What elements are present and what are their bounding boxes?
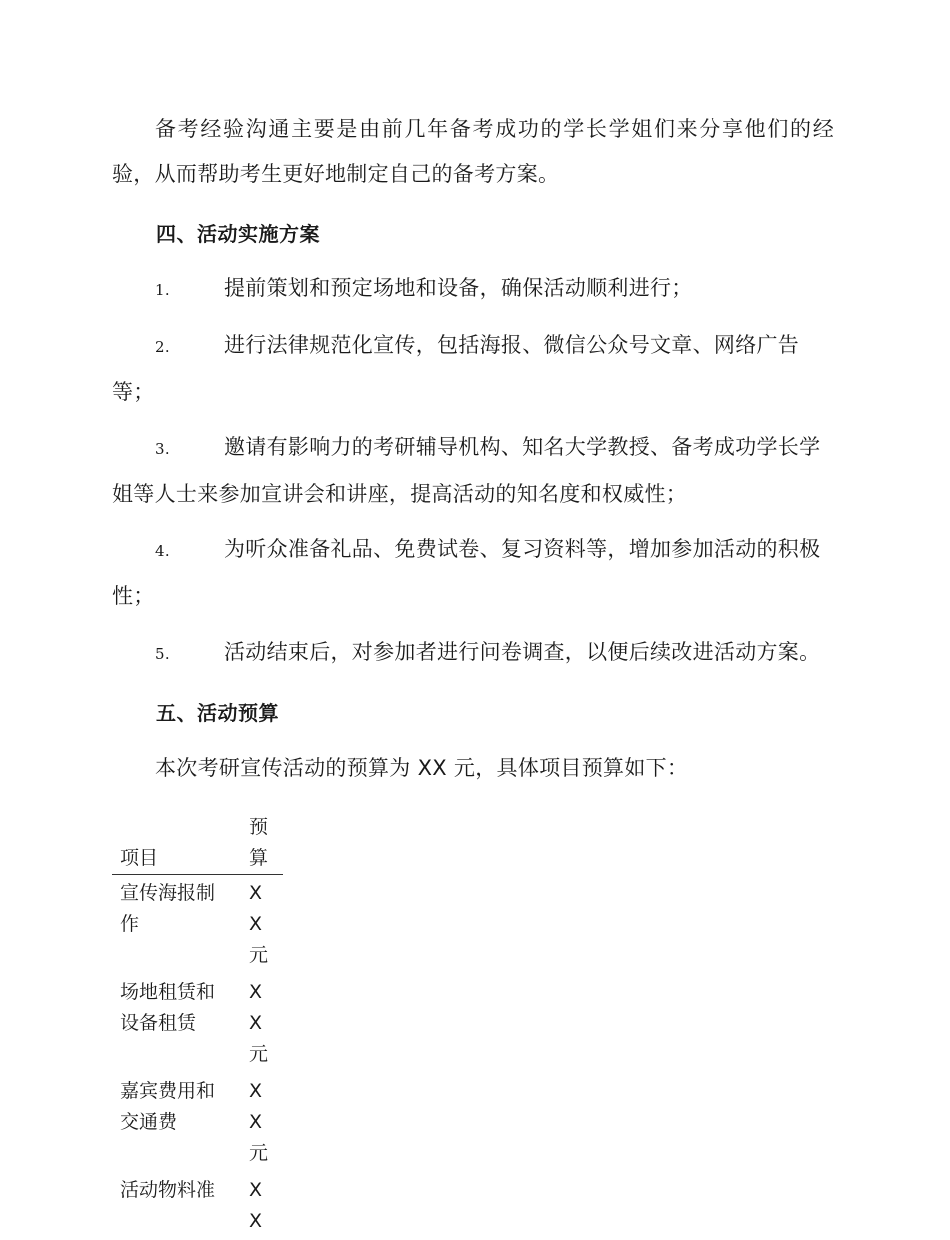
list-item xyxy=(112,266,834,313)
table-row xyxy=(112,875,283,975)
cell-budget: XX xyxy=(249,1179,263,1232)
list-item xyxy=(112,527,834,619)
header-item: 项目 xyxy=(112,812,241,875)
list-item xyxy=(112,425,834,517)
budget-intro: 本次考研宣传活动的预算为 XX 元，具体项目预算如下： xyxy=(155,756,689,780)
intro-paragraph: 备考经验沟通主要是由前几年备考成功的学长学姐们来分享他们的经验，从而帮助考生更好地制定自己的备考方案。 xyxy=(112,117,834,186)
section4-heading: 四、活动实施方案 xyxy=(156,222,320,246)
cell-budget: XX元 xyxy=(249,882,269,966)
budget-table xyxy=(112,812,283,1240)
list-item-text: 提前策划和预定场地和设备，确保活动顺利进行； xyxy=(224,276,693,300)
table-header-row xyxy=(112,812,283,875)
list-item-text: 邀请有影响力的考研辅导机构、知名大学教授、备考成功学长学姐等人士来参加宣讲会和讲座，提高活动的知名度和权威性； xyxy=(112,435,821,506)
list-item-text: 为听众准备礼品、免费试卷、复习资料等，增加参加活动的积极性； xyxy=(112,537,821,608)
cell-budget: XX元 xyxy=(249,1080,269,1164)
section5-heading: 五、活动预算 xyxy=(156,701,279,725)
list-item-number: 2. xyxy=(155,338,170,356)
header-budget: 预算 xyxy=(241,812,283,875)
cell-item: 活动物料准 xyxy=(120,1179,216,1201)
cell-budget: XX元 xyxy=(249,981,269,1065)
list-item xyxy=(112,630,834,677)
list-item xyxy=(112,323,834,415)
list-item-number: 3. xyxy=(155,440,170,458)
list-item-number: 5. xyxy=(155,645,170,663)
cell-item: 嘉宾费用和交通费 xyxy=(120,1080,216,1133)
list-item-number: 1. xyxy=(155,281,170,299)
table-row xyxy=(112,1073,283,1172)
cell-item: 场地租赁和设备租赁 xyxy=(120,981,216,1034)
cell-item: 宣传海报制作 xyxy=(120,882,216,935)
list-item-text: 活动结束后，对参加者进行问卷调查，以便后续改进活动方案。 xyxy=(224,640,821,664)
list-item-text: 进行法律规范化宣传，包括海报、微信公众号文章、网络广告等； xyxy=(112,333,800,404)
list-item-number: 4. xyxy=(155,542,170,560)
table-row xyxy=(112,974,283,1073)
